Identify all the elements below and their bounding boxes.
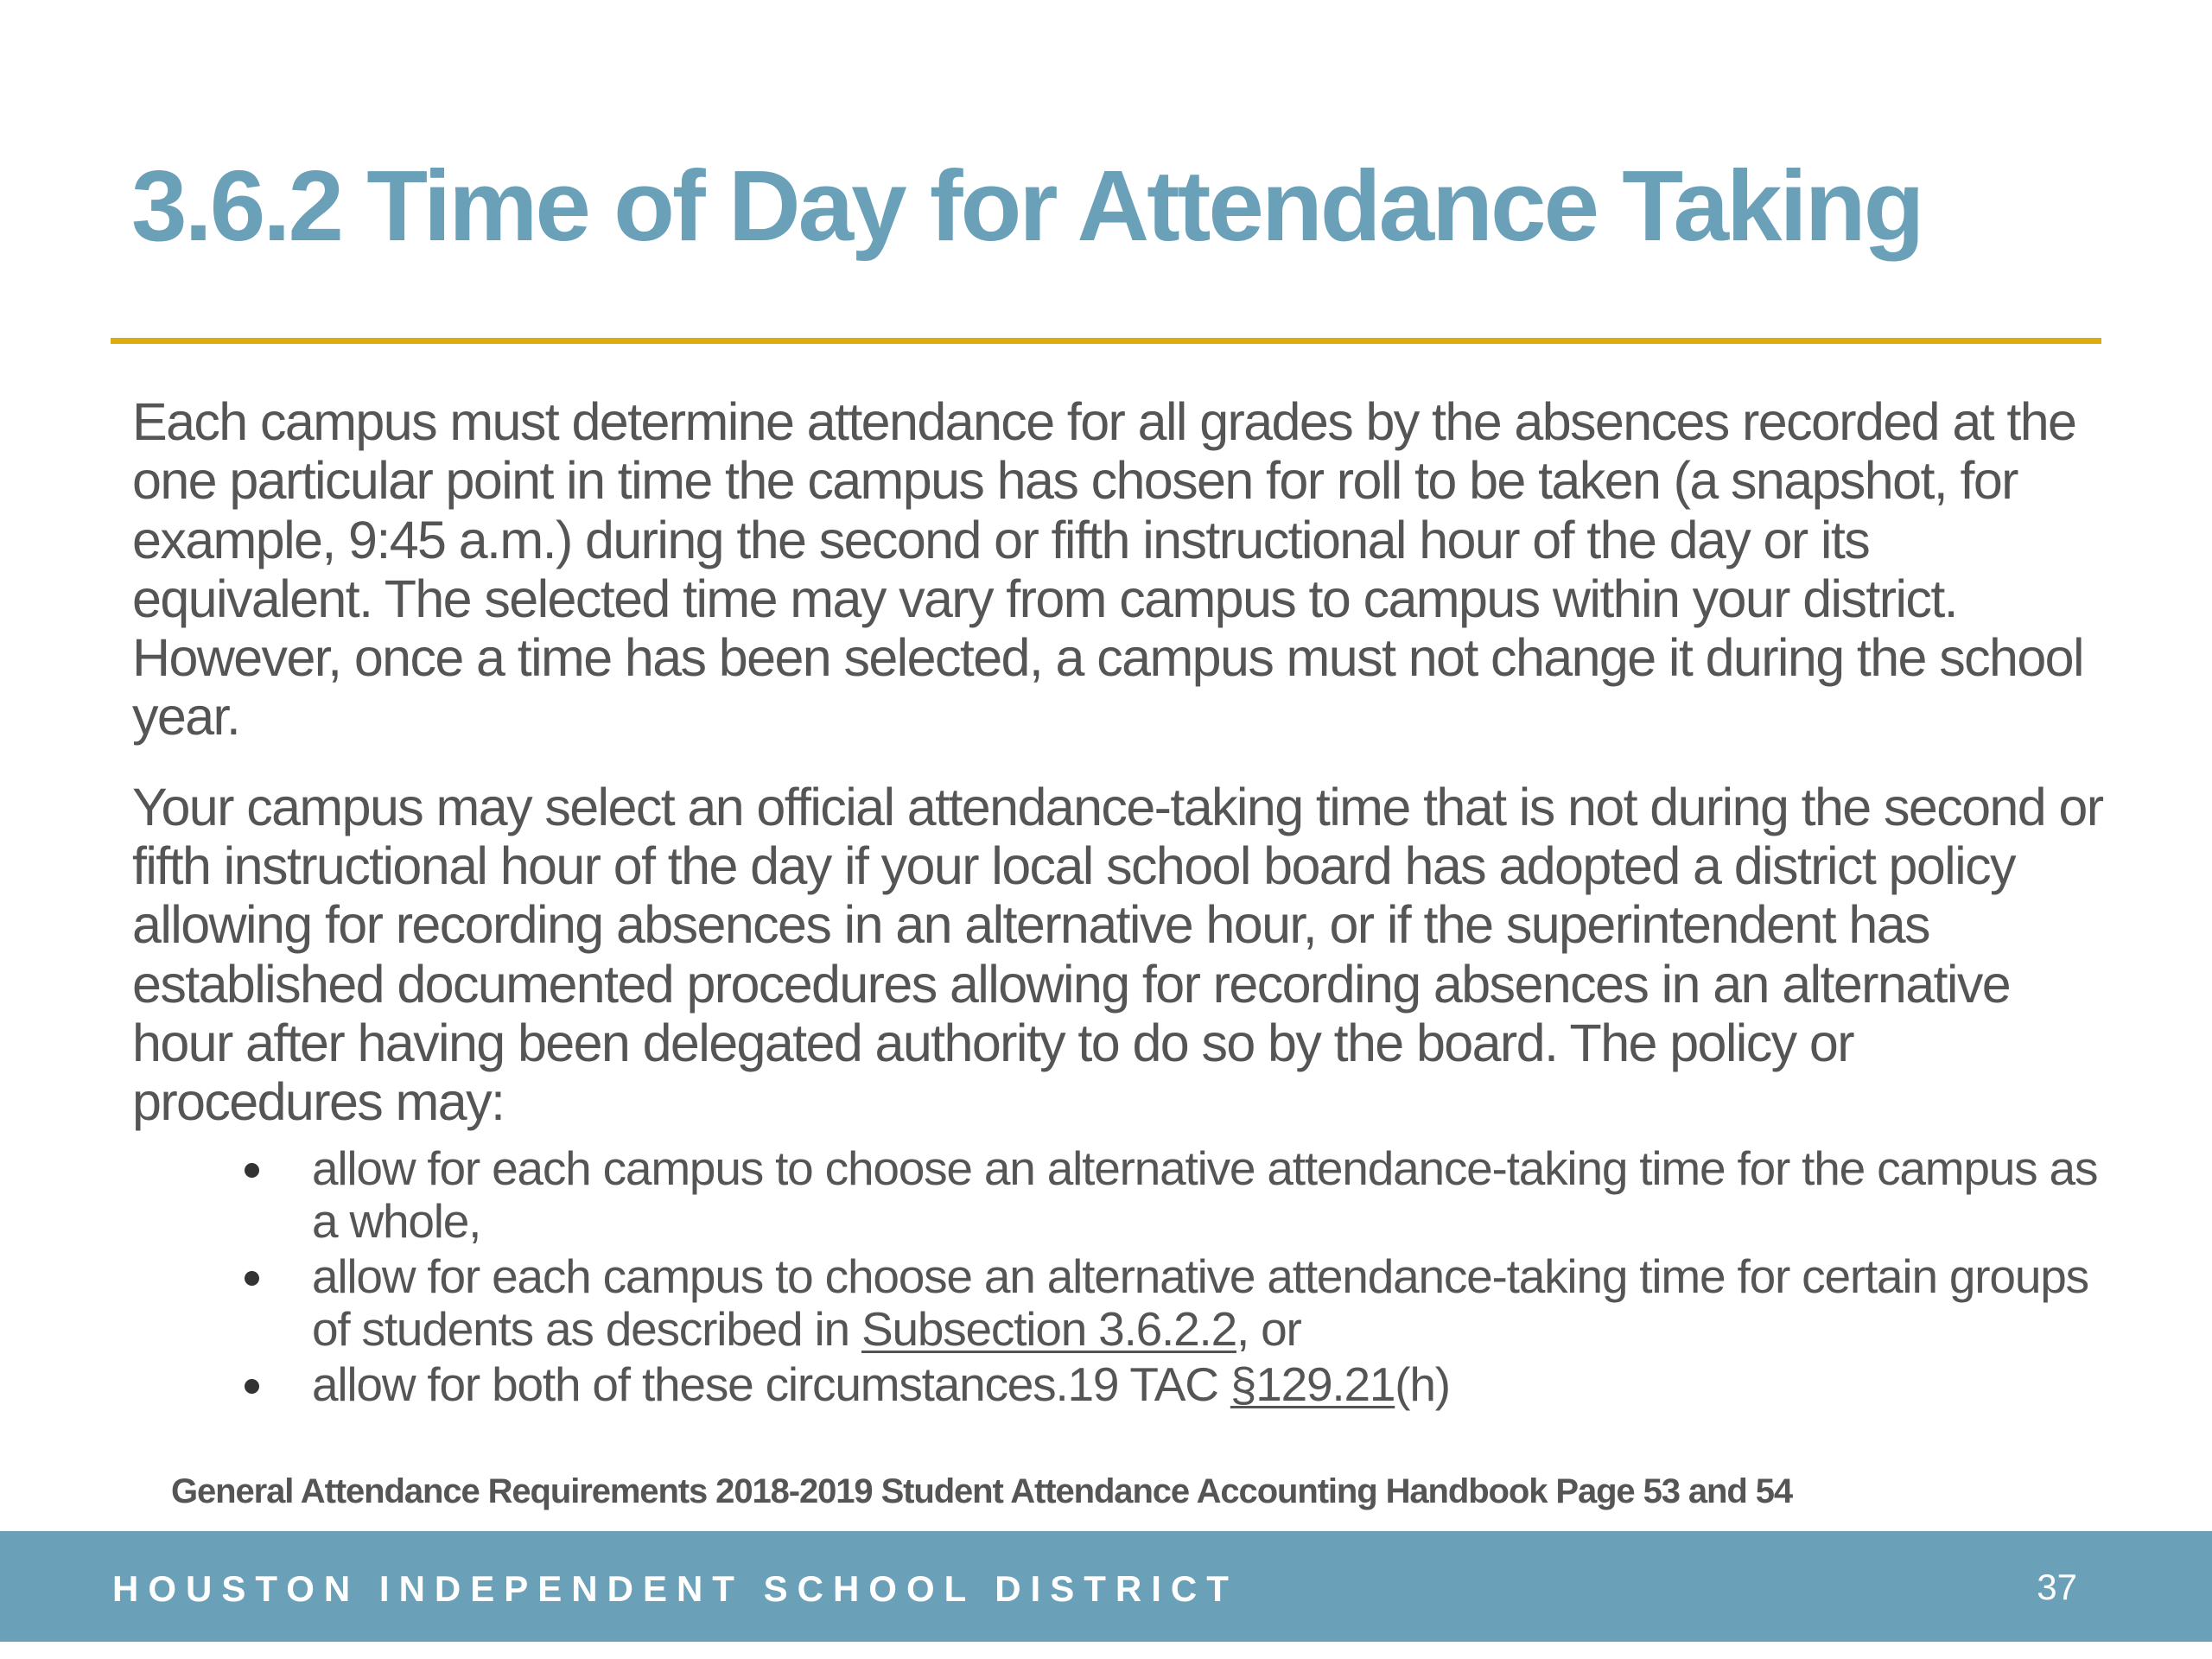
slide-body xyxy=(132,392,2111,1412)
body-paragraph-1: Each campus must determine attendance for all grades by the absences recorded at the one particular point in time the campus has chosen for roll to be taken (a snapshot, for example, 9:45 a.m.) during the second or fifth instructional hour of the day or its equivalent. The selected time may vary from campus to campus within your district. However, once a time has been selected, a campus must not change it during the school year. xyxy=(132,392,2083,747)
bullet-icon xyxy=(245,1271,259,1286)
bullet-text-3: allow for both of these circumstances.19 TAC xyxy=(312,1357,1230,1411)
bullet-text-1: allow for each campus to choose an alternative attendance-taking time for the campus as a whole, xyxy=(312,1141,2098,1249)
bullet-item-2 xyxy=(132,1250,2111,1357)
footer-bar xyxy=(0,1531,2212,1642)
bullet-icon xyxy=(245,1163,259,1178)
bullet-list xyxy=(132,1142,2111,1412)
bullet-text-2: allow for each campus to choose an alternative attendance-taking time for certain groups of students as described in xyxy=(312,1249,2088,1357)
bullet-item-3 xyxy=(132,1358,2111,1412)
bullet-icon xyxy=(245,1379,259,1394)
page-number: 37 xyxy=(2037,1567,2077,1607)
title-divider xyxy=(111,338,2101,344)
bullet-item-1 xyxy=(132,1142,2111,1249)
body-paragraph-2: Your campus may select an official attendance-taking time that is not during the second or fifth instructional hour of the day if your local school board has adopted a district policy allowing for recording absences in an alternative hour, or if the superintendent has established documented procedures allowing for recording absences in an alternative hour after having been delegated authority to do so by the board. The policy or procedures may: xyxy=(132,777,2103,1132)
bullet-text-2-end: , or xyxy=(1236,1302,1301,1357)
tac-link[interactable]: §129.21 xyxy=(1230,1357,1395,1411)
subsection-link[interactable]: Subsection 3.6.2.2 xyxy=(861,1302,1236,1357)
organization-name: HOUSTON INDEPENDENT SCHOOL DISTRICT xyxy=(112,1568,1238,1609)
slide-title: 3.6.2 Time of Day for Attendance Taking xyxy=(131,149,1923,262)
bullet-text-3-end: (h) xyxy=(1395,1357,1450,1411)
source-footnote: General Attendance Requirements 2018-2019 Student Attendance Accounting Handbook Page 53 and 54 xyxy=(171,1472,1793,1510)
